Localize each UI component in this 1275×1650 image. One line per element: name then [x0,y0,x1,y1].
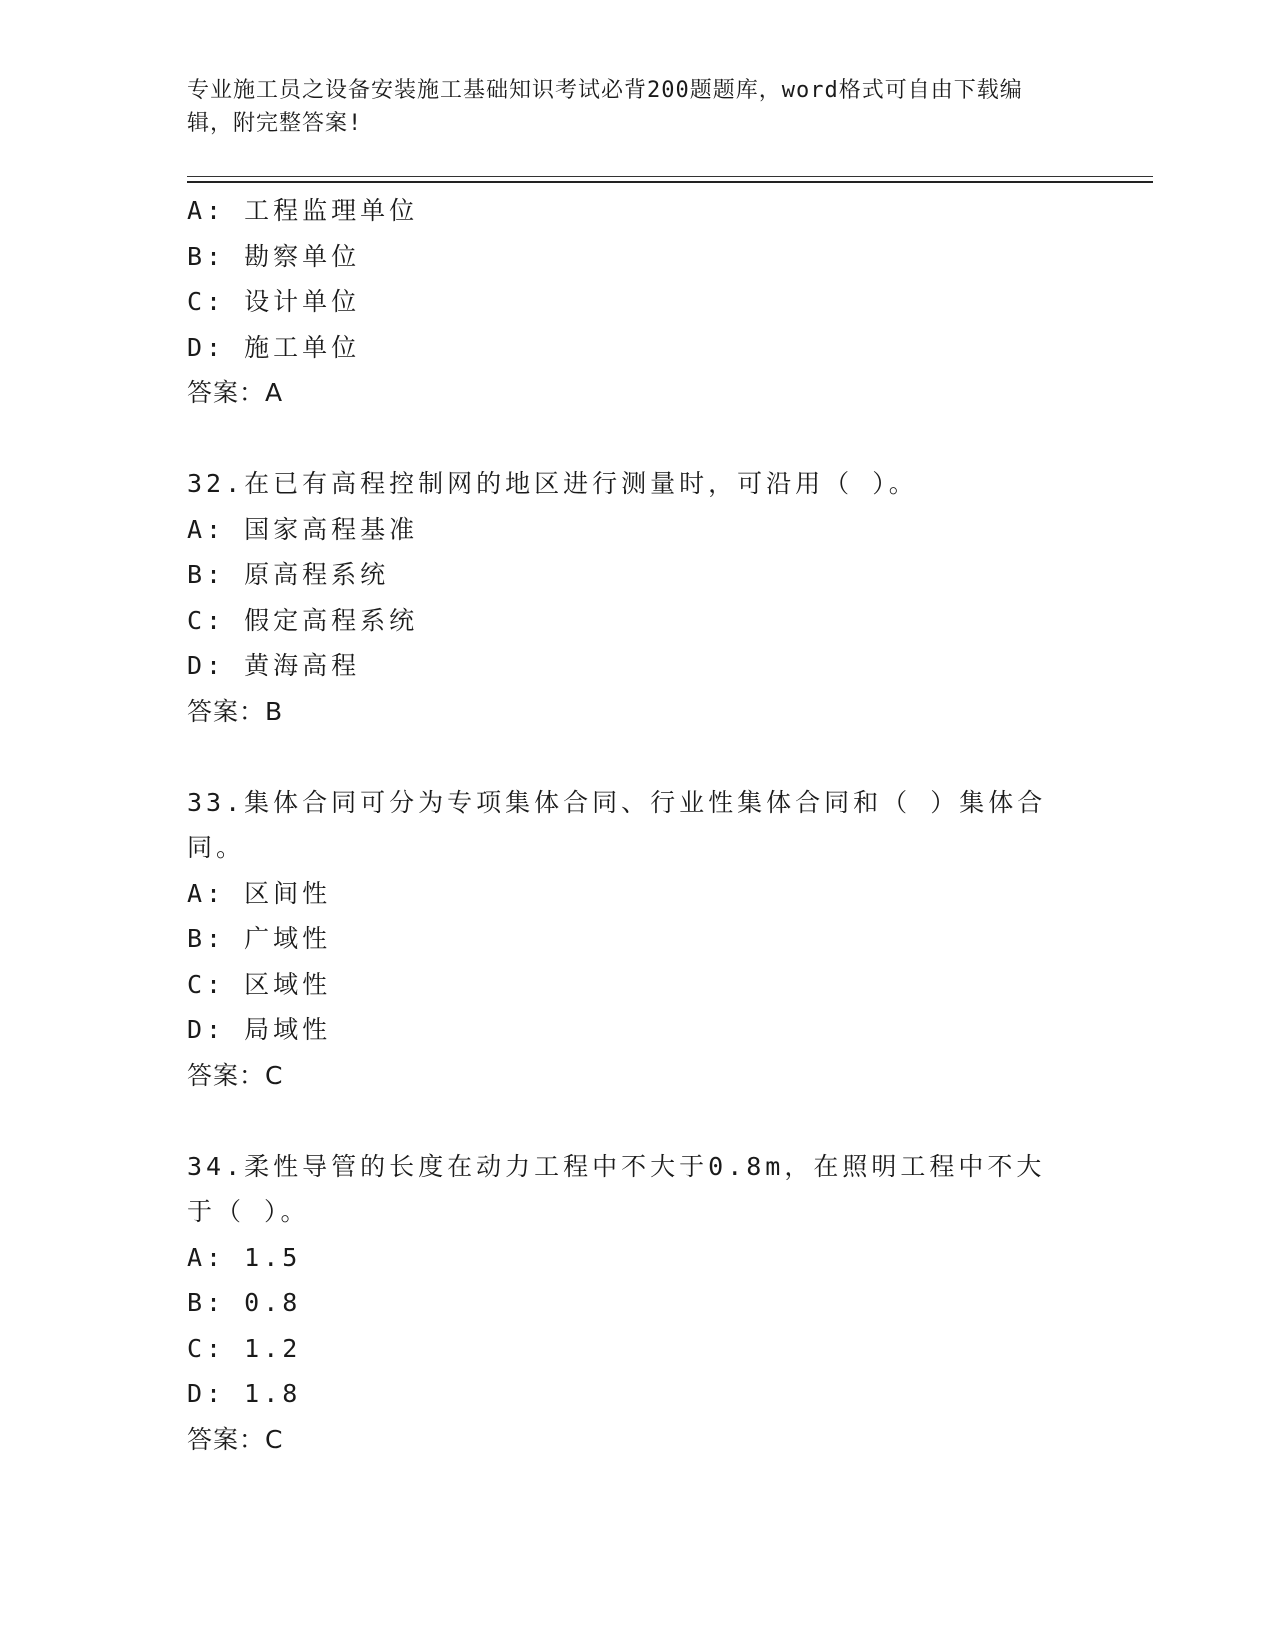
question-text: 32.在已有高程控制网的地区进行测量时，可沿用（ ）。 [187,469,918,498]
header-divider-thin [187,176,1153,177]
option-d: D: 施工单位 [187,332,361,362]
question-text: 34.柔性导管的长度在动力工程中不大于0.8m，在照明工程中不大于（ ）。 [187,1151,1046,1226]
spacer [187,1098,1087,1144]
question-list [187,188,1087,1462]
spacer [187,734,1087,780]
document-header: 专业施工员之设备安装施工基础知识考试必背200题题库，word格式可自由下载编辑，附完整答案! [187,78,1023,136]
option-c: C: 假定高程系统 [187,605,419,635]
option-a: A: 国家高程基准 [187,514,419,544]
spacer [187,416,1087,462]
option-c: C: 设计单位 [187,287,361,316]
option-b: B: 勘察单位 [187,241,361,271]
option-b: B: 原高程系统 [187,560,390,589]
question-fragment [187,188,1087,416]
option-d: D: 局域性 [187,1015,332,1044]
question-34 [187,1144,1087,1463]
option-d: D: 1.8 [187,1379,302,1408]
option-a: A: 区间性 [187,878,332,908]
option-c: C: 1.2 [187,1333,302,1363]
answer: 答案：C [187,1424,284,1454]
option-c: C: 区域性 [187,969,332,999]
answer: 答案：B [187,696,284,726]
question-text: 33.集体合同可分为专项集体合同、行业性集体合同和（ ）集体合同。 [187,787,1047,862]
answer: 答案：A [187,378,284,407]
option-a: A: 1.5 [187,1242,302,1272]
question-33 [187,780,1087,1099]
option-d: D: 黄海高程 [187,651,361,680]
question-32 [187,461,1087,734]
option-b: B: 0.8 [187,1288,302,1317]
option-a: A: 工程监理单位 [187,196,419,225]
answer: 答案：C [187,1060,284,1090]
header-divider-thick [187,181,1153,183]
option-b: B: 广域性 [187,924,332,953]
